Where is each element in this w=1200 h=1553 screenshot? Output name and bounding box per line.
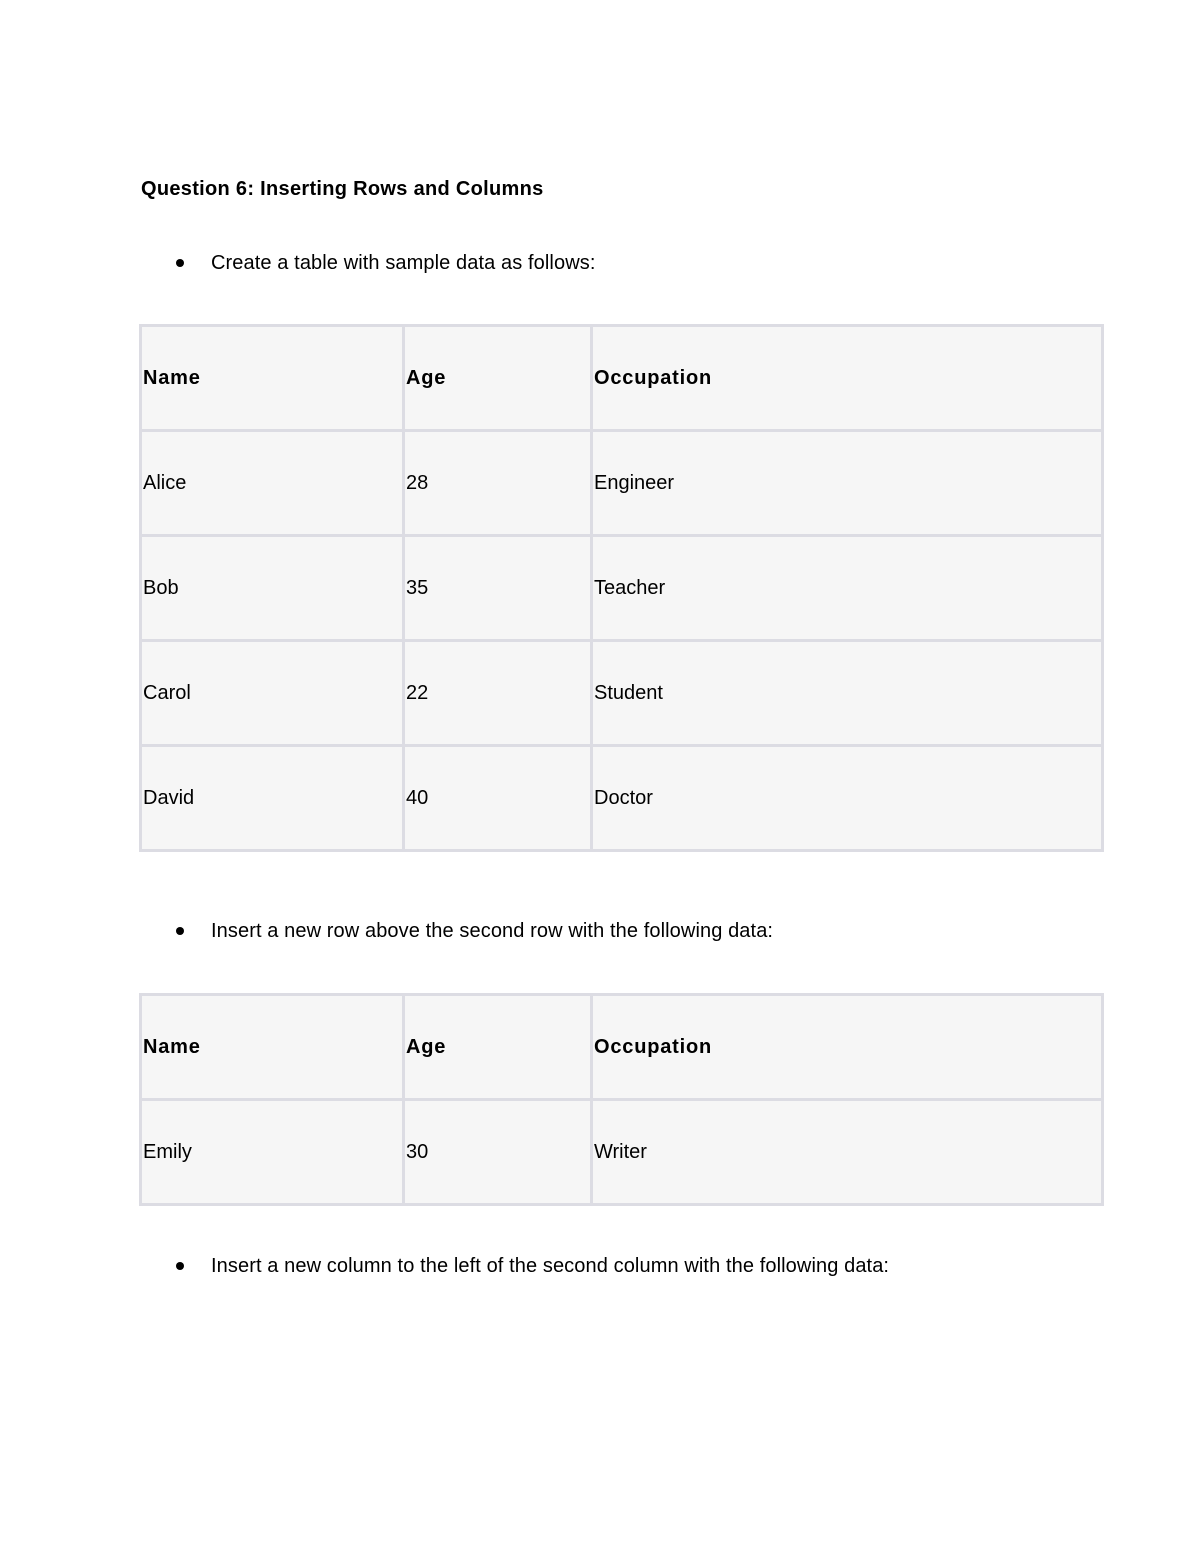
table-cell: 35 xyxy=(404,536,592,641)
table-row xyxy=(141,1100,1103,1205)
table-header-cell: Age xyxy=(404,995,592,1100)
table-cell: Alice xyxy=(141,431,404,536)
table-cell: 30 xyxy=(404,1100,592,1205)
table-header-cell: Name xyxy=(141,326,404,431)
table-row xyxy=(141,536,1103,641)
table-cell: Emily xyxy=(141,1100,404,1205)
bullet-text: Insert a new column to the left of the second column with the following data: xyxy=(211,1255,890,1277)
table-header-row xyxy=(141,326,1103,431)
bullet-item xyxy=(176,1253,889,1279)
bullet-dot-icon xyxy=(176,259,184,267)
table-header-cell: Occupation xyxy=(592,326,1103,431)
table-cell: Teacher xyxy=(592,536,1103,641)
bullet-dot-icon xyxy=(176,1262,184,1270)
table-cell: Writer xyxy=(592,1100,1103,1205)
table-header-row xyxy=(141,995,1103,1100)
table-row xyxy=(141,641,1103,746)
sample-data-table xyxy=(139,324,1104,852)
table-cell: 28 xyxy=(404,431,592,536)
table-row xyxy=(141,746,1103,851)
table-cell: Carol xyxy=(141,641,404,746)
new-row-table xyxy=(139,993,1104,1206)
bullet-text: Create a table with sample data as follows: xyxy=(211,252,596,274)
table-cell: David xyxy=(141,746,404,851)
table-row xyxy=(141,431,1103,536)
bullet-item xyxy=(176,918,773,944)
page-title: Question 6: Inserting Rows and Columns xyxy=(141,178,544,200)
table-cell: 22 xyxy=(404,641,592,746)
table-cell: Bob xyxy=(141,536,404,641)
table-cell: Student xyxy=(592,641,1103,746)
table-header-cell: Name xyxy=(141,995,404,1100)
table-header-cell: Occupation xyxy=(592,995,1103,1100)
table-cell: Engineer xyxy=(592,431,1103,536)
bullet-dot-icon xyxy=(176,927,184,935)
table-cell: Doctor xyxy=(592,746,1103,851)
bullet-item xyxy=(176,250,596,276)
bullet-text: Insert a new row above the second row with the following data: xyxy=(211,920,774,942)
table-header-cell: Age xyxy=(404,326,592,431)
table-cell: 40 xyxy=(404,746,592,851)
